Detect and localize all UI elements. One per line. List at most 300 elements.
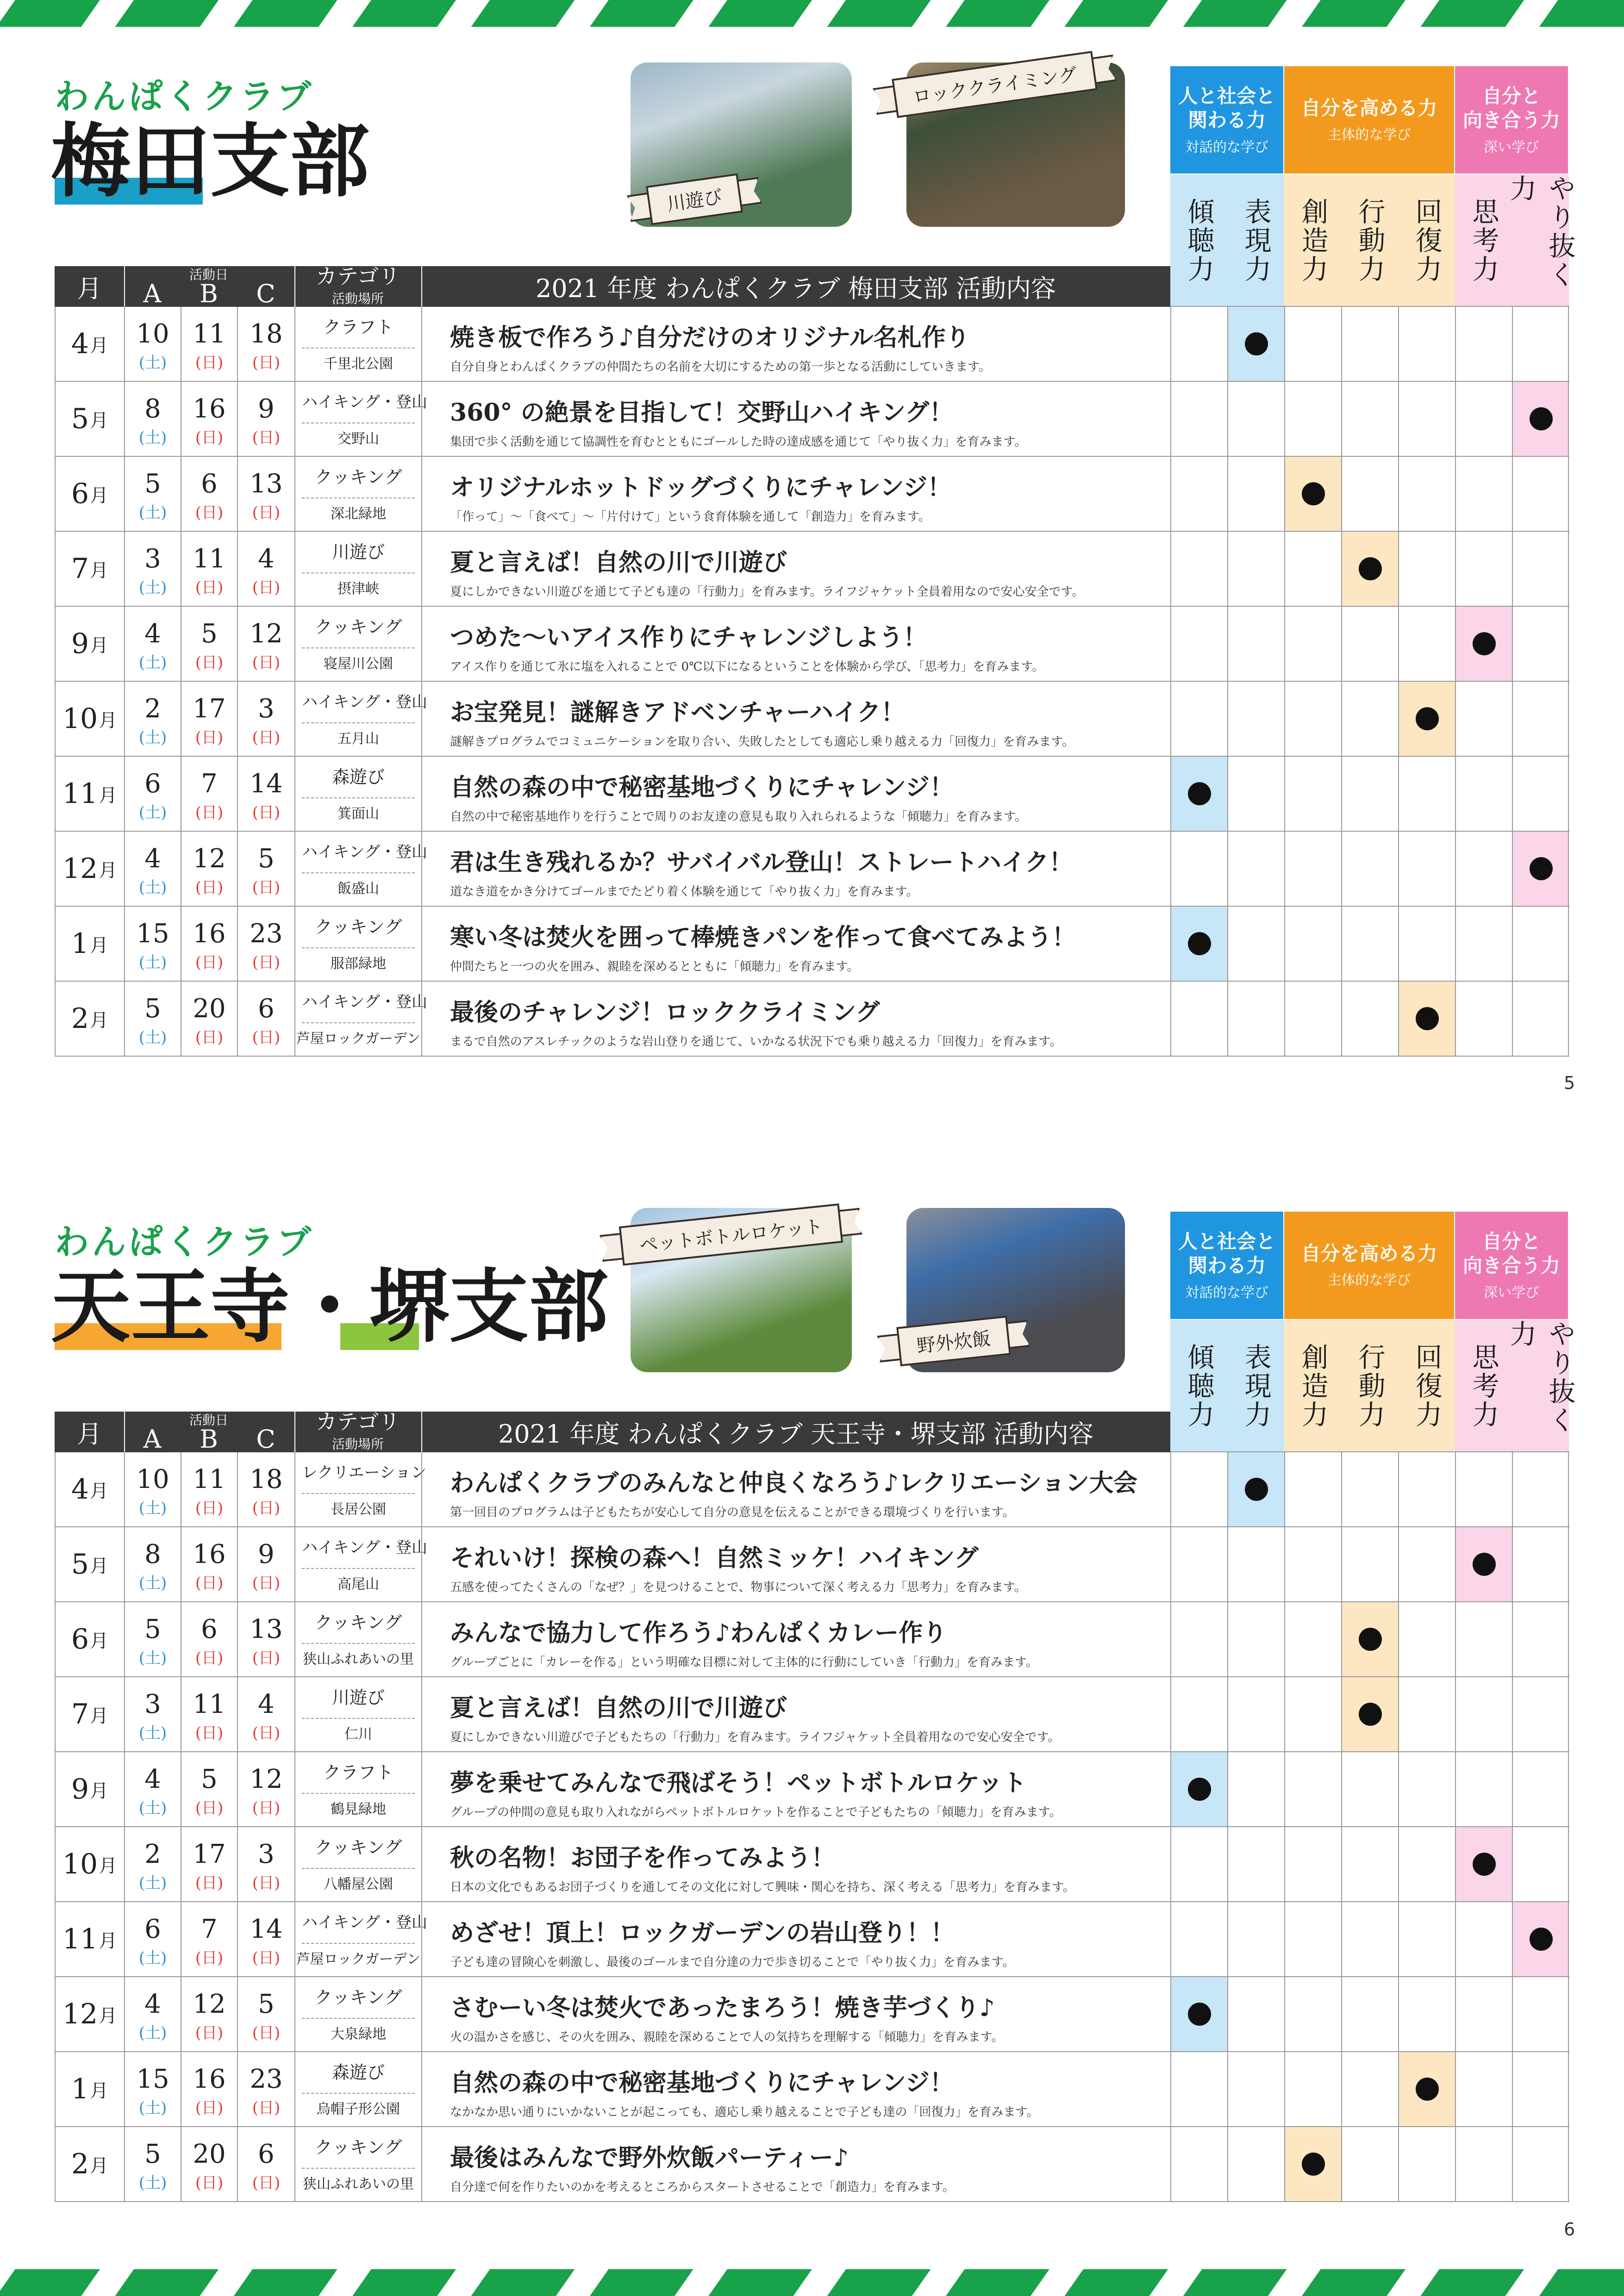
skill-cell: [1170, 2127, 1227, 2201]
club-name: わんぱくクラブ: [55, 1222, 314, 1262]
activity-description: 五感を使ってたくさんの「なぜ？」を見つけることで、物事について深く考える力「思考力」を育みます。: [450, 1580, 1026, 1594]
header-separator: [294, 266, 295, 307]
activity-place: 服部緑地: [331, 956, 386, 972]
activity-place: 箕面山: [337, 806, 379, 822]
activity-description: 自分自身とわんぱくクラブの仲間たちの名前を大切にするための第一歩となる活動にしていきます。: [450, 360, 991, 374]
day-weekday: (土): [138, 2174, 167, 2192]
day-cell-b: [181, 1677, 237, 1751]
day-weekday: (日): [252, 728, 281, 747]
skill-cell: [1455, 2052, 1512, 2126]
skill-group-name: 自分を高める力: [1301, 1242, 1437, 1265]
skill-cell: [1284, 457, 1341, 531]
table-top-border: [1170, 1451, 1569, 1452]
day-weekday: (日): [252, 1949, 281, 1967]
skill-cell: [1455, 382, 1512, 456]
skill-group-name: 自分と 向き合う力: [1462, 1230, 1560, 1277]
day-weekday: (土): [138, 1949, 167, 1967]
skill-cell: [1284, 2052, 1341, 2126]
day-cell-a: [124, 1977, 181, 2051]
table-title-text: 2021 年度 わんぱくクラブ 梅田支部 活動内容: [535, 274, 1056, 303]
skill-marker-dot: [1416, 2078, 1439, 2101]
month-suffix: 月: [90, 934, 109, 956]
skill-group-header: [1455, 66, 1568, 174]
day-number: 17: [193, 694, 226, 724]
skill-name: 表現力: [1240, 198, 1272, 284]
month-number: 7: [71, 553, 89, 585]
month-cell: [55, 832, 124, 906]
day-cell-c: [237, 532, 294, 606]
day-weekday: (日): [195, 1649, 224, 1668]
skill-cell: [1284, 532, 1341, 606]
skill-cell: [1455, 1452, 1512, 1526]
activity-title: めざせ！頂上！ロックガーデンの岩山登り！！: [450, 1919, 955, 1947]
category-cell: [294, 832, 427, 906]
skill-cell: [1455, 832, 1512, 906]
day-cell-c: [237, 757, 294, 831]
category-cell: [294, 1677, 421, 1751]
table-row: [55, 982, 1569, 1057]
category-name: クッキング: [302, 607, 415, 648]
day-number: 7: [201, 769, 218, 799]
month-cell: [55, 2127, 124, 2201]
skill-cell: [1512, 457, 1569, 531]
day-weekday: (日): [195, 504, 224, 522]
category-name: クッキング: [302, 1827, 415, 1869]
category-cell: [294, 757, 421, 831]
activity-title: オリジナルホットドッグづくりにチャレンジ！: [450, 473, 952, 502]
month-cell: [55, 1677, 124, 1751]
activity-title: 夏と言えば！自然の川で川遊び: [450, 1694, 787, 1722]
skill-cell: [1341, 982, 1398, 1056]
day-number: 14: [250, 1914, 283, 1944]
activity-place: 交野山: [337, 431, 379, 447]
skill-name: 回復力: [1411, 198, 1443, 284]
skill-cell: [1398, 1752, 1455, 1826]
activity-title: 焼き板で作ろう♪自分だけのオリジナル名札作り: [450, 324, 970, 352]
month-number: 6: [71, 478, 89, 510]
day-weekday: (日): [195, 878, 224, 897]
day-number: 16: [193, 2064, 226, 2094]
skill-cell: [1512, 907, 1569, 981]
day-number: 6: [144, 769, 161, 799]
skill-cell: [1170, 1902, 1227, 1976]
table-row: [55, 1977, 1569, 2052]
month-suffix: 月: [99, 859, 118, 881]
day-weekday: (日): [252, 1028, 281, 1047]
category-name: 森遊び: [302, 757, 415, 798]
month-cell: [55, 1752, 124, 1826]
day-cell-a: [124, 832, 181, 906]
branch-section: [0, 1145, 1624, 2284]
day-weekday: (日): [195, 728, 224, 747]
day-cell-c: [237, 607, 294, 681]
day-number: 4: [144, 619, 161, 649]
category-name: クッキング: [302, 907, 415, 948]
activity-place: 狭山ふれあいの里: [303, 1651, 414, 1668]
activity-cell: [421, 1602, 1170, 1676]
month-suffix: 月: [90, 485, 109, 506]
activity-description: 「作って」〜「食べて」〜「片付けて」という食育体験を通して「創造力」を育みます。: [450, 510, 931, 524]
activity-description: グループごとに「カレーを作る」という明確な目標に対して主体的に行動にしていき「行動力」を育みます。: [450, 1655, 1038, 1669]
day-cell-c: [237, 457, 294, 531]
skill-group-header: [1284, 1212, 1454, 1319]
day-weekday: (土): [138, 354, 167, 372]
day-number: 16: [193, 1539, 226, 1569]
day-cell-c: [237, 1602, 294, 1676]
table-title-text: 2021 年度 わんぱくクラブ 天王寺・堺支部 活動内容: [498, 1419, 1094, 1449]
skill-group-learning: 主体的な学び: [1327, 1272, 1411, 1289]
activity-cell: [421, 757, 1170, 831]
day-weekday: (日): [195, 1028, 224, 1047]
skill-cell: [1398, 1977, 1455, 2051]
month-suffix: 月: [90, 635, 109, 656]
month-cell: [55, 607, 124, 681]
activity-place: 長居公園: [331, 1501, 386, 1518]
activity-title: 夏と言えば！自然の川で川遊び: [450, 548, 787, 577]
activity-description: 道なき道をかき分けてゴールまでたどり着く体験を通じて「やり抜く力」を育みます。: [450, 885, 918, 899]
day-weekday: (日): [252, 878, 281, 897]
day-cell-b: [181, 2052, 237, 2126]
skill-cell: [1341, 757, 1398, 831]
header-month: [55, 1412, 124, 1452]
skill-cell: [1341, 1527, 1398, 1601]
activity-place: 寝屋川公園: [324, 656, 393, 672]
skill-group-learning: 対話的な学び: [1185, 139, 1268, 156]
category-name: クッキング: [302, 1977, 415, 2019]
skill-cell: [1512, 1977, 1569, 2051]
header-category: [294, 266, 421, 307]
day-number: 20: [193, 2139, 226, 2169]
month-suffix: 月: [90, 1009, 109, 1031]
day-number: 6: [201, 469, 218, 499]
month-suffix: 月: [90, 2155, 109, 2177]
skill-cell: [1341, 607, 1398, 681]
skill-cell: [1341, 307, 1398, 381]
month-cell: [55, 982, 124, 1056]
branch-name: 梅田支部: [51, 114, 369, 208]
day-number: 5: [258, 1989, 275, 2019]
day-weekday: (土): [138, 2099, 167, 2117]
activity-cell: [421, 1827, 1170, 1901]
activity-description: 子ども達の冒険心を刺激し、最後のゴールまで自分達の力で歩き切ることで「やり抜く力」を育みます。: [450, 1955, 1015, 1969]
month-cell: [55, 382, 124, 456]
month-suffix: 月: [99, 2005, 118, 2027]
skill-cell: [1455, 1752, 1512, 1826]
skill-cell: [1398, 832, 1455, 906]
skill-cell: [1170, 757, 1227, 831]
activity-place: 高尾山: [337, 1576, 379, 1593]
skill-cell: [1341, 832, 1398, 906]
day-cell-c: [237, 1902, 294, 1976]
header-day-c: [237, 266, 294, 307]
day-number: 11: [193, 544, 226, 574]
skill-name: やり抜く力: [1505, 174, 1576, 289]
day-cell-c: [237, 382, 294, 456]
day-number: 6: [144, 1914, 161, 1944]
skill-cell: [1284, 1977, 1341, 2051]
day-number: 18: [250, 319, 283, 349]
category-cell: [294, 1452, 427, 1526]
table-row: [55, 832, 1569, 907]
activity-place: 鶴見緑地: [331, 1801, 386, 1817]
category-name: ハイキング・登山: [302, 382, 415, 423]
activity-description: 仲間たちと一つの火を囲み、親睦を深めるとともに「傾聴力」を育みます。: [450, 960, 859, 974]
header-category: [294, 1409, 421, 1452]
activity-description: 日本の文化でもあるお団子づくりを通してその文化に対して興味・関心を持ち、深く考える「思考力」を育みます。: [450, 1880, 1075, 1894]
month-suffix: 月: [99, 1855, 118, 1877]
day-number: 12: [250, 619, 283, 649]
day-number: 10: [136, 319, 169, 349]
table-row: [55, 907, 1569, 982]
skill-cell: [1170, 532, 1227, 606]
skill-cell: [1284, 607, 1341, 681]
day-weekday: (日): [195, 2099, 224, 2117]
activity-cell: [421, 1677, 1170, 1751]
skill-cell: [1284, 682, 1341, 756]
day-weekday: (日): [252, 2174, 281, 2192]
category-name: 川遊び: [302, 1677, 415, 1719]
skill-cell: [1512, 1677, 1569, 1751]
skill-name: 創造力: [1297, 1343, 1329, 1429]
month-suffix: 月: [90, 1705, 109, 1727]
skill-cell: [1341, 2052, 1398, 2126]
day-cell-b: [181, 1827, 237, 1901]
header-separator: [421, 1412, 422, 1452]
activity-title: さむーい冬は焚火であったまろう！焼き芋づくり♪: [450, 1994, 995, 2022]
skill-header: [1398, 174, 1456, 307]
skill-marker-dot: [1359, 557, 1382, 580]
category-cell: [294, 1602, 421, 1676]
day-number: 5: [258, 844, 275, 874]
skill-cell: [1227, 1827, 1284, 1901]
club-name: わんぱくクラブ: [55, 77, 314, 117]
branch-title: [51, 1259, 608, 1353]
day-weekday: (土): [138, 803, 167, 822]
month-cell: [55, 307, 124, 381]
skill-marker-dot: [1416, 1007, 1439, 1030]
day-cell-c: [237, 2052, 294, 2126]
day-weekday: (日): [195, 1724, 224, 1742]
skill-name: 表現力: [1240, 1343, 1272, 1429]
skill-cell: [1398, 607, 1455, 681]
skill-cell: [1227, 2052, 1284, 2126]
table-row: [55, 607, 1569, 682]
skill-name: 傾聴力: [1183, 198, 1215, 284]
skill-cell: [1341, 907, 1398, 981]
activity-description: 謎解きプログラムでコミュニケーションを取り合い、失敗したとしても適応し乗り越える力「回復力」を育みます。: [450, 735, 1074, 749]
photo-label-ribbon: ロッククライミング: [892, 51, 1098, 118]
skill-cell: [1455, 907, 1512, 981]
activity-place: 芦屋ロックガーデン: [296, 1031, 421, 1047]
table-row: [55, 1902, 1569, 1977]
skill-marker-dot: [1473, 632, 1496, 655]
table-title: [421, 1412, 1170, 1452]
skill-marker-dot: [1245, 332, 1268, 355]
day-weekday: (日): [195, 579, 224, 597]
month-number: 9: [71, 628, 89, 660]
day-cell-a: [124, 907, 181, 981]
skill-cell: [1341, 1752, 1398, 1826]
activity-title: 夢を乗せてみんなで飛ばそう！ペットボトルロケット: [450, 1769, 1027, 1797]
branch-name-part: 天王寺: [51, 1259, 290, 1353]
day-number: 9: [258, 1539, 275, 1569]
skill-cell: [1284, 382, 1341, 456]
month-number: 2: [71, 2148, 89, 2180]
day-weekday: (日): [252, 2099, 281, 2117]
category-cell: [294, 1827, 421, 1901]
day-number: 8: [144, 1539, 161, 1569]
day-number: 11: [193, 1689, 226, 1719]
activity-place: 深北緑地: [331, 506, 386, 522]
skill-cell: [1512, 1602, 1569, 1676]
skill-cell: [1170, 1977, 1227, 2051]
skill-cell: [1455, 1602, 1512, 1676]
branch-section: [0, 0, 1624, 1139]
category-name: クッキング: [302, 457, 415, 498]
skill-cell: [1170, 382, 1227, 456]
skill-group-header: [1284, 66, 1454, 174]
skill-cell: [1170, 1677, 1227, 1751]
day-cell-c: [237, 982, 294, 1056]
header-separator: [124, 1412, 125, 1452]
skill-cell: [1284, 307, 1341, 381]
table-row: [55, 1527, 1569, 1602]
day-number: 2: [144, 1839, 161, 1869]
table-row: [55, 382, 1569, 457]
table-row: [55, 1827, 1569, 1902]
activity-title: 360° の絶景を目指して！交野山ハイキング！: [450, 398, 954, 427]
category-cell: [294, 457, 421, 531]
skill-cell: [1284, 1602, 1341, 1676]
day-weekday: (土): [138, 953, 167, 972]
skill-cell: [1341, 457, 1398, 531]
category-name: ハイキング・登山: [302, 682, 415, 723]
category-cell: [294, 2127, 421, 2201]
day-weekday: (土): [138, 1028, 167, 1047]
skill-cell: [1341, 682, 1398, 756]
skill-cell: [1284, 1677, 1341, 1751]
skill-header: [1227, 1320, 1285, 1452]
skill-header: [1227, 174, 1285, 307]
month-suffix: 月: [90, 1630, 109, 1652]
day-cell-c: [237, 1527, 294, 1601]
day-number: 6: [258, 994, 275, 1024]
month-number: 5: [71, 403, 89, 435]
day-number: 15: [136, 919, 169, 949]
month-number: 11: [62, 778, 98, 810]
header-day-a-text: A: [143, 1424, 162, 1454]
day-weekday: (日): [252, 1874, 281, 1892]
month-cell: [55, 1602, 124, 1676]
skill-cell: [1398, 382, 1455, 456]
day-weekday: (日): [252, 1499, 281, 1518]
day-cell-a: [124, 1527, 181, 1601]
month-number: 1: [71, 2073, 89, 2105]
skill-cell: [1398, 1602, 1455, 1676]
skill-cell: [1455, 1527, 1512, 1601]
skill-cell: [1398, 682, 1455, 756]
day-cell-b: [181, 1527, 237, 1601]
activity-title: 自然の森の中で秘密基地づくりにチャレンジ！: [450, 773, 954, 802]
category-name: クッキング: [302, 2127, 415, 2169]
header-place-text: 活動場所: [331, 1437, 384, 1452]
activity-place: 烏帽子形公園: [317, 2101, 400, 2117]
skill-cell: [1227, 832, 1284, 906]
day-number: 2: [144, 694, 161, 724]
activity-cell: [421, 832, 1170, 906]
skill-cell: [1341, 1602, 1398, 1676]
activity-cell: [421, 1452, 1170, 1526]
day-weekday: (土): [138, 878, 167, 897]
category-cell: [294, 1977, 421, 2051]
day-weekday: (日): [252, 579, 281, 597]
skill-cell: [1341, 1677, 1398, 1751]
photo-label-ribbon: ペットボトルロケット: [619, 1203, 843, 1265]
activity-place: 八幡屋公園: [324, 1876, 393, 1892]
activity-place: 大泉緑地: [331, 2026, 386, 2042]
skill-cell: [1341, 382, 1398, 456]
day-cell-a: [124, 1452, 181, 1526]
skill-marker-dot: [1359, 1628, 1382, 1651]
skill-cell: [1512, 607, 1569, 681]
skill-cell: [1455, 1677, 1512, 1751]
skill-cell: [1512, 382, 1569, 456]
skill-cell: [1455, 2127, 1512, 2201]
activity-place: 飯盛山: [337, 881, 379, 897]
skill-marker-dot: [1302, 482, 1325, 505]
skill-group-learning: 深い学び: [1484, 139, 1539, 156]
header-month-text: 月: [77, 1419, 102, 1449]
skill-cell: [1512, 982, 1569, 1056]
month-number: 10: [62, 703, 98, 735]
day-cell-a: [124, 1677, 181, 1751]
header-separator: [294, 1412, 295, 1452]
skill-cell: [1284, 1752, 1341, 1826]
month-number: 11: [62, 1923, 98, 1955]
day-number: 23: [250, 2064, 283, 2094]
skill-cell: [1170, 982, 1227, 1056]
activity-title: 自然の森の中で秘密基地づくりにチャレンジ！: [450, 2069, 954, 2097]
day-number: 5: [144, 994, 161, 1024]
day-cell-c: [237, 307, 294, 381]
day-cell-b: [181, 532, 237, 606]
skill-cell: [1512, 1452, 1569, 1526]
month-suffix: 月: [90, 2080, 109, 2102]
activity-place: 千里北公園: [324, 356, 393, 372]
skill-cell: [1512, 2127, 1569, 2201]
page-number: 6: [1564, 2219, 1575, 2240]
activity-place: 芦屋ロックガーデン: [296, 1951, 421, 1967]
table-title: [421, 266, 1170, 307]
activity-place: 仁川: [344, 1726, 372, 1742]
day-number: 8: [144, 394, 161, 424]
skill-cell: [1170, 907, 1227, 981]
skill-group-learning: 深い学び: [1484, 1284, 1539, 1301]
header-place-text: 活動場所: [331, 291, 384, 306]
day-cell-b: [181, 1752, 237, 1826]
skill-cell: [1227, 1452, 1284, 1526]
skill-cell: [1455, 607, 1512, 681]
header-day-a: [124, 1412, 181, 1452]
day-cell-c: [237, 1977, 294, 2051]
activity-title: 秋の名物！お団子を作ってみよう！: [450, 1844, 836, 1872]
day-number: 9: [258, 394, 275, 424]
day-number: 17: [193, 1839, 226, 1869]
skill-marker-dot: [1188, 1778, 1211, 1801]
day-weekday: (日): [195, 1874, 224, 1892]
skill-cell: [1398, 982, 1455, 1056]
skill-cell: [1227, 757, 1284, 831]
